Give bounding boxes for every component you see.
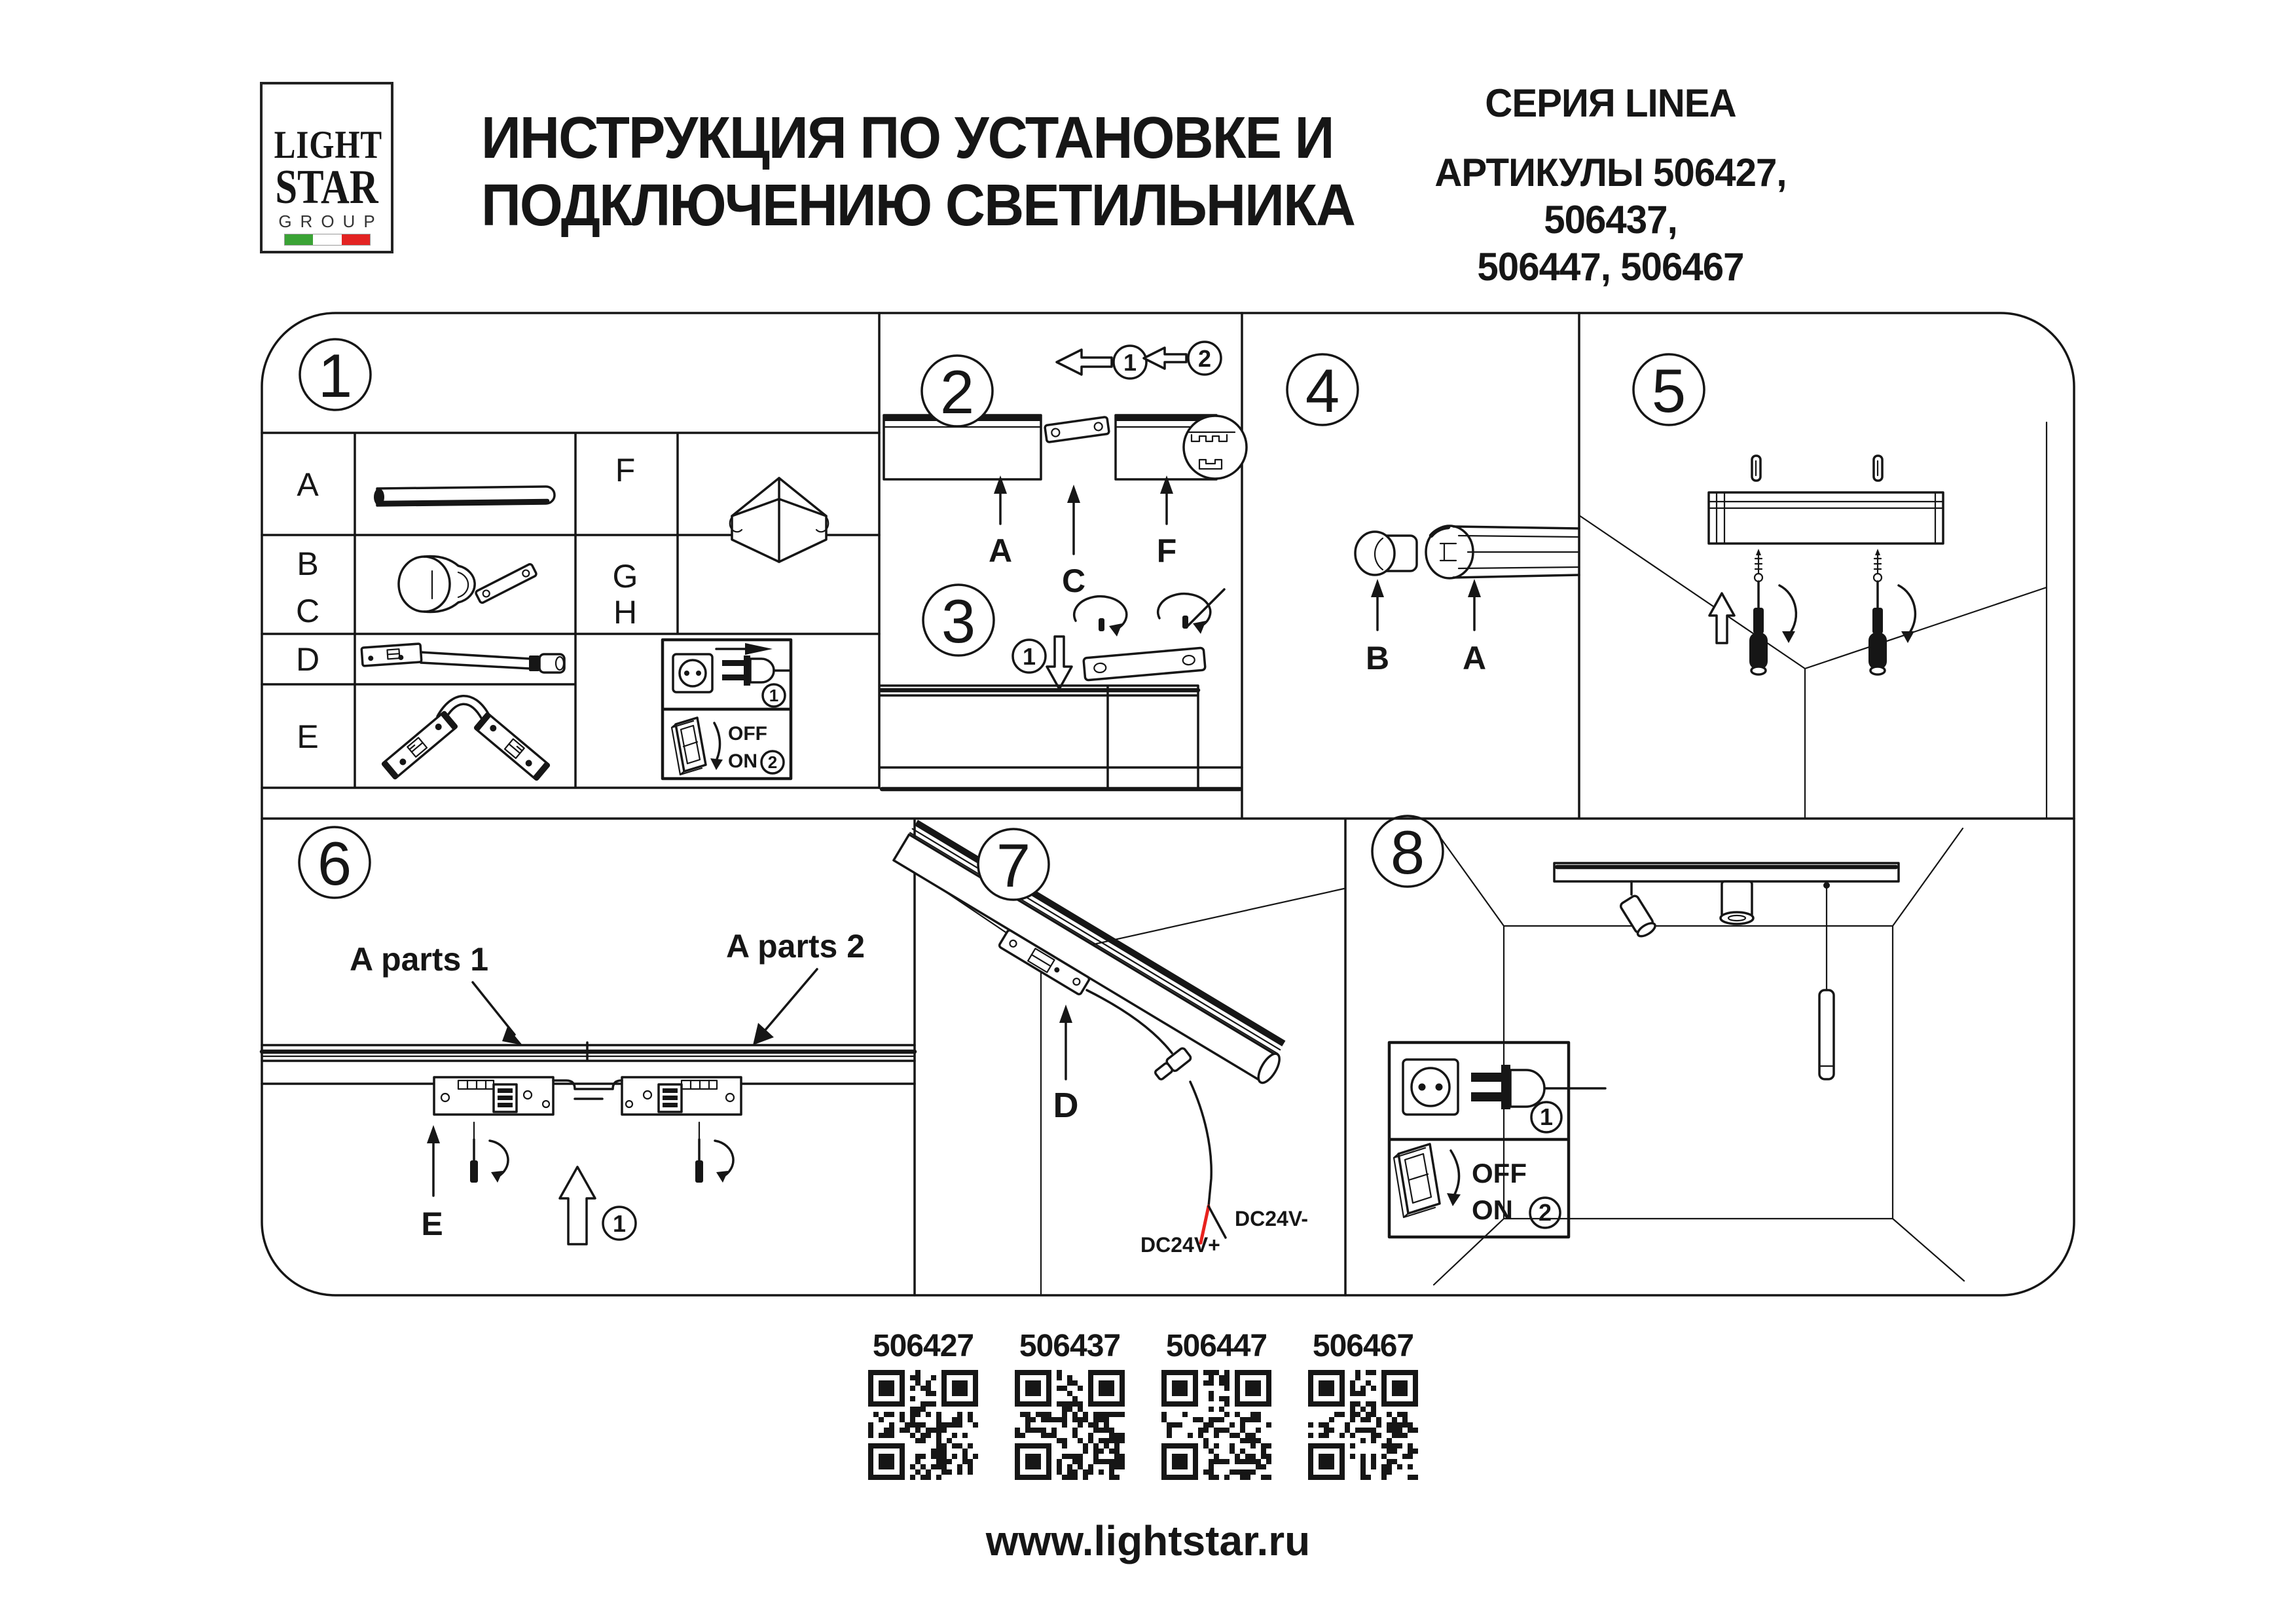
series-name: СЕРИЯ LINEA <box>1485 81 1736 125</box>
off-label: OFF <box>728 723 767 745</box>
slide-left-arrow-2 <box>1144 348 1186 369</box>
track-on-ceiling <box>1554 863 1899 881</box>
qr-item <box>1305 1329 1421 1480</box>
section-5-ceiling-mount <box>1579 354 2047 819</box>
section-3-fix-strip <box>881 585 1242 789</box>
connector-strip-c <box>1045 416 1110 442</box>
part-e-drawing <box>382 696 549 781</box>
step-1-number: 1 <box>612 1210 627 1237</box>
callout-e: E <box>421 1206 443 1242</box>
section-6-join-a-parts <box>262 827 915 1244</box>
callout-c: C <box>1061 563 1086 599</box>
qr-item <box>866 1329 981 1480</box>
title-line-2: ПОДКЛЮЧЕНИЮ СВЕТИЛЬНИКА <box>481 173 1355 238</box>
part-label-e: E <box>297 718 319 755</box>
qr-code-image <box>1308 1370 1418 1480</box>
off-label: OFF <box>1472 1158 1527 1189</box>
qr-code-label: 506447 <box>1165 1329 1267 1363</box>
switch-icon <box>1394 1144 1440 1217</box>
socket-icon <box>673 654 712 692</box>
part-b-drawing <box>399 557 475 612</box>
part-label-b: B <box>297 545 319 582</box>
qr-code-image <box>868 1370 978 1480</box>
section-1-parts-table <box>262 339 879 788</box>
joined-tracks <box>262 1043 915 1084</box>
plug-icon <box>1471 1065 1605 1109</box>
step-1-number: 1 <box>769 686 779 705</box>
room-perspective-lines <box>915 871 1344 1295</box>
on-label: ON <box>728 750 757 772</box>
part-label-c: C <box>295 593 320 629</box>
qr-code-label: 506427 <box>872 1329 974 1363</box>
step-1-number: 1 <box>1022 643 1036 670</box>
logo-text-light: LIGHT <box>274 123 383 166</box>
switch-icon <box>672 718 706 775</box>
switch-toggle-arrow <box>710 723 723 770</box>
plug-icon <box>722 655 790 686</box>
track-on-ceiling <box>1709 492 1943 544</box>
part-d-drawing <box>361 644 564 673</box>
callout-a: A <box>1462 640 1487 676</box>
step-2-number: 2 <box>1197 345 1212 372</box>
room-perspective-lines <box>1434 828 1964 1285</box>
legend-steps-box <box>663 640 791 779</box>
part-label-h: H <box>613 594 638 631</box>
qr-codes-row <box>866 1329 1421 1480</box>
push-up-arrow <box>560 1167 595 1244</box>
logo-text-star: STAR <box>275 160 378 214</box>
part-label-d: D <box>295 641 320 678</box>
title-line-1: ИНСТРУКЦИЯ ПО УСТАНОВКЕ И <box>481 105 1334 171</box>
track-profile-end <box>1184 416 1247 479</box>
slide-left-arrow-1 <box>1057 350 1112 375</box>
part-label-a: A <box>297 466 319 503</box>
articles-line-1: АРТИКУЛЫ 506427, 506437, <box>1434 151 1787 242</box>
screw <box>1099 618 1104 631</box>
cylinder-fixture <box>1721 881 1753 924</box>
articles-line-2: 506447, 506467 <box>1477 245 1744 289</box>
dc-minus-label: DC24V- <box>1235 1207 1309 1230</box>
joined-track <box>881 686 1242 789</box>
socket-icon <box>1403 1060 1458 1115</box>
track-a <box>1426 526 1579 578</box>
logo-text-group: GROUP <box>278 212 384 231</box>
legend-steps-box <box>1389 1043 1605 1237</box>
end-cap-b <box>1355 532 1417 575</box>
insert-plug-arrow <box>716 643 773 655</box>
part-f-drawing <box>730 478 828 562</box>
section-4-end-cap <box>1287 354 1579 676</box>
track-on-ceiling <box>883 820 1291 1101</box>
room-perspective-lines <box>1579 422 2047 819</box>
section-2-number: 2 <box>939 358 975 426</box>
connector-strip <box>1084 648 1205 680</box>
section-1-number: 1 <box>318 341 353 410</box>
qr-code-image <box>1015 1370 1125 1480</box>
callout-d: D <box>1053 1086 1079 1125</box>
a-parts-1-label: A parts 1 <box>349 941 489 978</box>
dc-plus-label: DC24V+ <box>1140 1233 1220 1257</box>
step-2-number: 2 <box>1538 1199 1552 1226</box>
part-label-f: F <box>615 452 636 489</box>
step-2-number: 2 <box>767 752 778 772</box>
section-3-number: 3 <box>941 587 976 655</box>
on-label: ON <box>1472 1194 1513 1225</box>
section-8-final-room <box>1372 816 1964 1285</box>
step-1-number: 1 <box>1539 1103 1554 1130</box>
switch-toggle-arrow <box>1447 1151 1461 1206</box>
part-label-g: G <box>612 558 638 595</box>
qr-code-label: 506437 <box>1019 1329 1121 1363</box>
section-4-number: 4 <box>1305 356 1340 425</box>
step-1-number: 1 <box>1123 349 1137 376</box>
qr-code-label: 506467 <box>1312 1329 1414 1363</box>
callout-a: A <box>988 532 1013 569</box>
callout-b: B <box>1365 640 1390 676</box>
part-a-drawing <box>374 487 555 506</box>
section-8-number: 8 <box>1390 818 1425 887</box>
section-6-number: 6 <box>317 829 352 898</box>
qr-item <box>1159 1329 1274 1480</box>
qr-code-image <box>1161 1370 1271 1480</box>
section-7-number: 7 <box>996 831 1031 900</box>
website-url: www.lightstar.ru <box>985 1517 1311 1564</box>
qr-item <box>1012 1329 1127 1480</box>
section-7-power-feed <box>883 820 1344 1295</box>
part-c-drawing <box>475 563 538 603</box>
spot-fixture <box>1620 881 1658 939</box>
pendant-fixture <box>1819 881 1834 1079</box>
push-down-arrow <box>1047 637 1072 689</box>
section-2-join-tracks <box>884 342 1247 599</box>
callout-f: F <box>1156 532 1177 569</box>
section-5-number: 5 <box>1651 356 1686 425</box>
a-parts-2-label: A parts 2 <box>725 928 866 965</box>
